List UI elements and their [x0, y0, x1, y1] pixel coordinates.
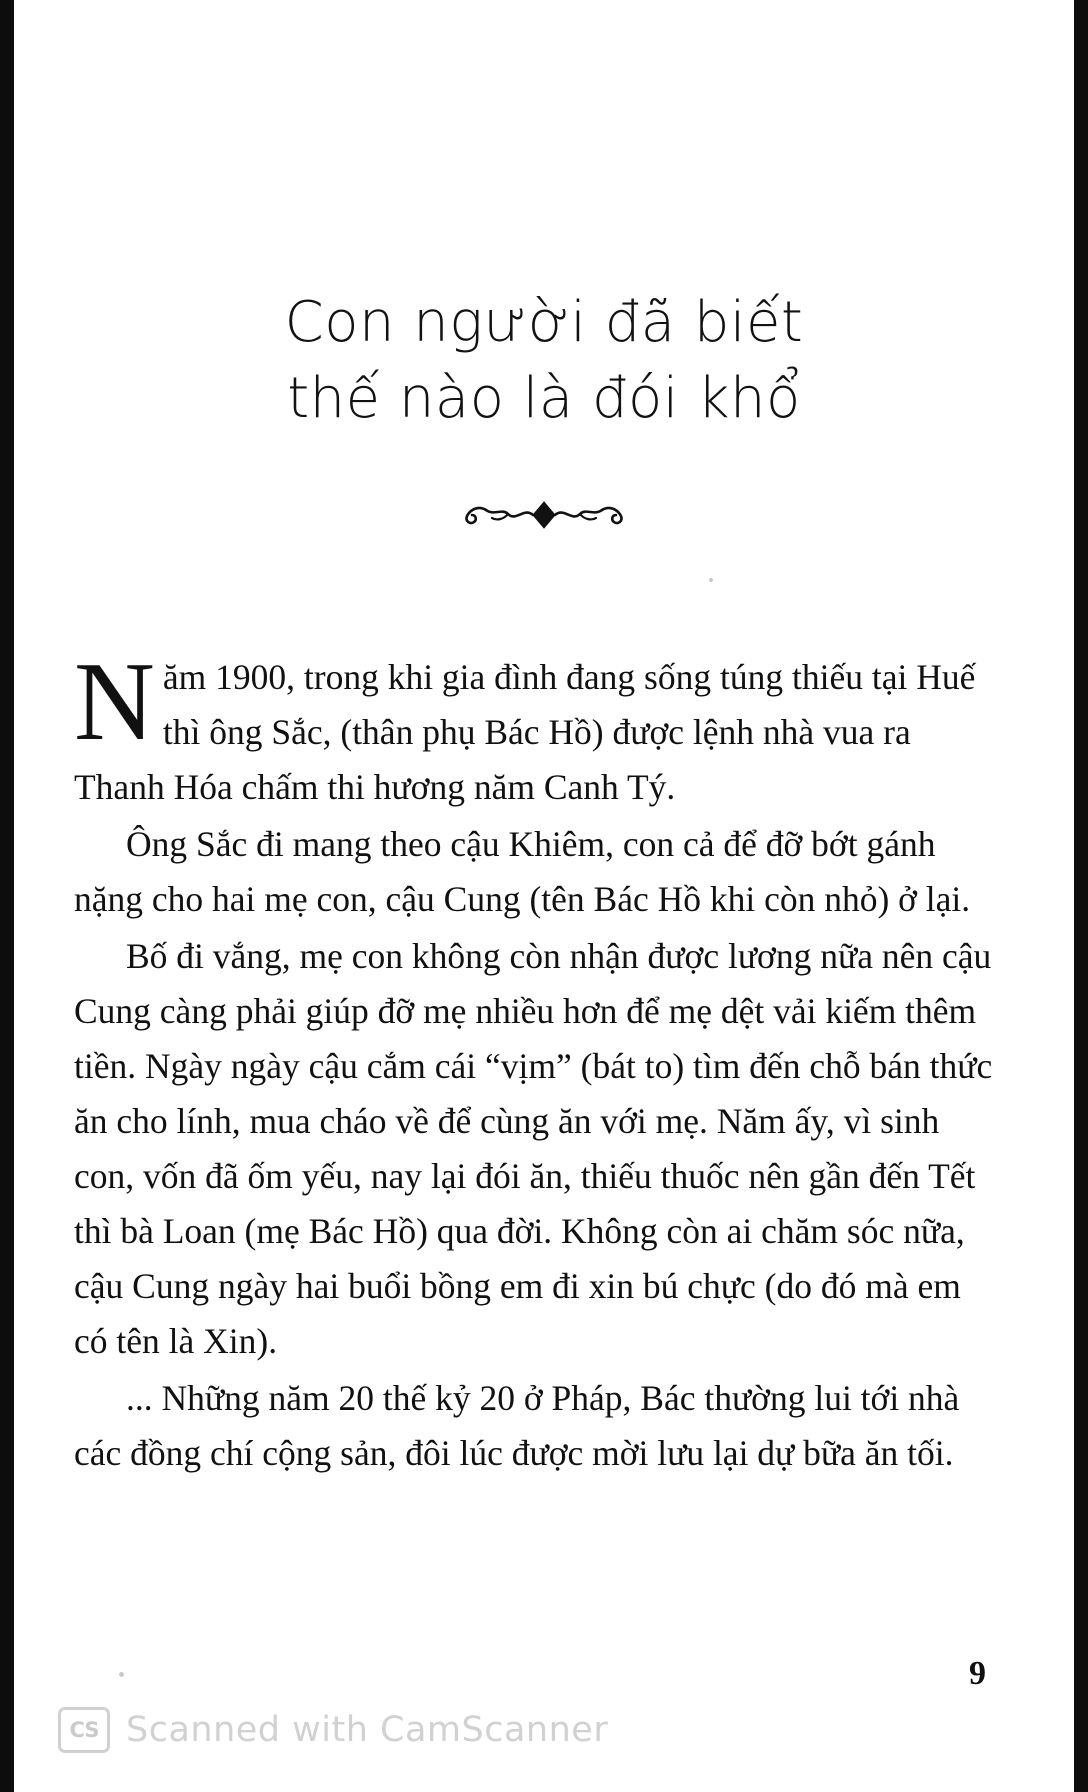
paragraph: [74, 1371, 994, 1481]
chapter-title: [14, 285, 1074, 436]
chapter-title-line-2: thế nào là đói khổ: [287, 365, 801, 431]
chapter-title-line-1: Con người đã biết: [284, 290, 804, 355]
paragraph-text: ăm 1900, trong khi gia đình đang sống túng thiếu tại Huế thì ông Sắc, (thân phụ Bác Hồ) được lệnh nhà vua ra Thanh Hóa chấm thi hương năm Canh Tý.: [74, 657, 976, 807]
paragraph: [74, 817, 994, 927]
body-text: [74, 640, 994, 1483]
paragraph-text: ... Những năm 20 thế kỷ 20 ở Pháp, Bác thường lui tới nhà các đồng chí cộng sản, đôi lúc được mời lưu lại dự bữa ăn tối.: [74, 1378, 960, 1473]
scan-speck: [709, 578, 713, 582]
paragraph-text: Bố đi vắng, mẹ con không còn nhận được lương nữa nên cậu Cung càng phải giúp đỡ mẹ nhiều hơn để mẹ dệt vải kiếm thêm tiền. Ngày ngày cậu cắm cái “vịm” (bát to) tìm đến chỗ bán thức ăn cho lính, mua cháo về để cùng ăn với mẹ. Năm ấy, vì sinh con, vốn đã ốm yếu, nay lại đói ăn, thiếu thuốc nên gần đến Tết thì bà Loan (mẹ Bác Hồ) qua đời. Không còn ai chăm sóc nữa, cậu Cung ngày hai buổi bồng em đi xin bú chực (do đó mà em có tên là Xin).: [74, 936, 993, 1361]
camscanner-badge-icon: CS: [58, 1707, 110, 1753]
camscanner-watermark-text: Scanned with CamScanner: [126, 1710, 609, 1750]
paragraph: [74, 929, 994, 1369]
scan-edge-right: [1074, 0, 1088, 1792]
scan-speck: [119, 1672, 124, 1677]
paragraph-text: Ông Sắc đi mang theo cậu Khiêm, con cả để đỡ bớt gánh nặng cho hai mẹ con, cậu Cung (tên Bác Hồ khi còn nhỏ) ở lại.: [74, 824, 971, 919]
paragraph: [74, 640, 994, 815]
decorative-flourish-icon: [14, 492, 1074, 543]
page-content: [14, 0, 1074, 1792]
scan-edge-left: [0, 0, 14, 1792]
camscanner-watermark: [58, 1707, 608, 1753]
drop-cap: N: [74, 640, 155, 764]
scanned-page: [14, 0, 1074, 1792]
page-number: 9: [969, 1655, 986, 1692]
